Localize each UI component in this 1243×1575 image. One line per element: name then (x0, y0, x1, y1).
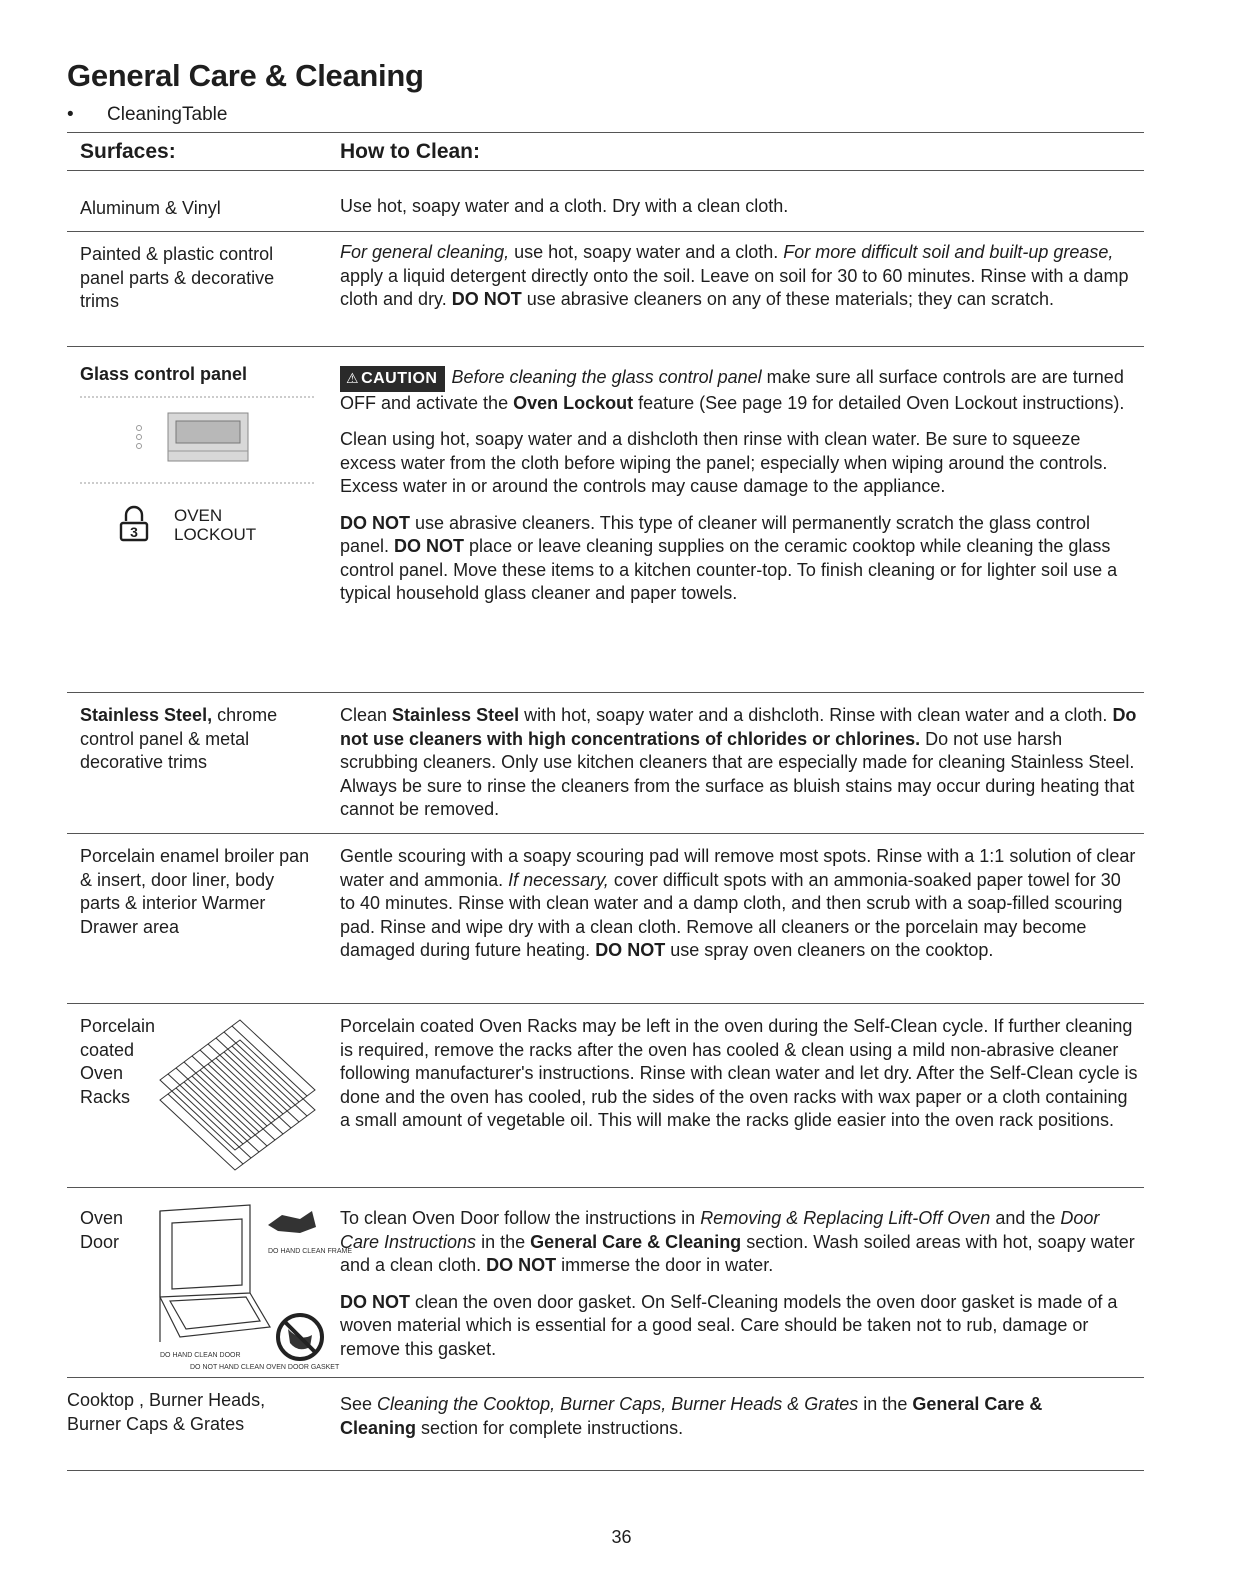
subtitle (67, 104, 227, 126)
table-top-rule (67, 132, 1144, 133)
text-run: cover difficult spots with an ammonia-soaked paper towel for 30 to 40 minutes. Rinse with clean water and a damp cloth, and then scrub with a soap-filled scouring pad. Rinse and wipe dry with a clean cloth. Remove all cleaners or the porcelain may become damaged during future heating. (340, 869, 1123, 960)
text-run: DO NOT (340, 1291, 410, 1312)
text-run: Use hot, soapy water and a cloth. Dry with a clean cloth. (340, 196, 789, 216)
text-run: in the (858, 1394, 913, 1414)
warning-icon: ⚠ (346, 370, 360, 386)
text-run: General Care & Cleaning (340, 1394, 1043, 1438)
desc-porcelain-enamel (340, 845, 1140, 976)
door-label-gasket: DO NOT HAND CLEAN OVEN DOOR GASKET (190, 1364, 340, 1371)
text-run: section for complete instructions. (416, 1417, 684, 1438)
desc-oven-door (340, 1207, 1140, 1374)
text-run: with hot, soapy water and a dishcloth. Rinse with clean water and a cloth. (519, 705, 1113, 725)
description-paragraph (340, 1207, 1140, 1278)
no-clean-gasket-icon (278, 1315, 322, 1359)
glass-control-panel-illustration (80, 395, 316, 487)
text-run: DO NOT (451, 289, 522, 309)
description-paragraph (340, 1393, 1060, 1440)
lockout-label-line: LOCKOUT (174, 525, 257, 544)
page-number: 36 (611, 1527, 632, 1547)
surface-porcelain-enamel: Porcelain enamel broiler pan & insert, door liner, body parts & interior Warmer Drawer area (80, 846, 310, 937)
surface-text-run: chrome control panel & metal decorative trims (80, 705, 278, 772)
text-run: Gentle scouring with a soapy scouring pad will remove most spots. Rinse with a 1:1 solution of clear water and ammonia. (340, 846, 1136, 890)
text-run: Removing & Replacing Lift-Off Oven (700, 1208, 991, 1228)
description-paragraph (340, 1291, 1140, 1362)
description-paragraph (340, 845, 1140, 963)
text-run: If necessary, (508, 869, 609, 890)
surface-line: Oven (80, 1063, 124, 1083)
desc-painted-plastic (340, 241, 1140, 325)
desc-oven-racks (340, 1015, 1140, 1146)
page-title: General Care & Cleaning (67, 58, 424, 93)
text-run: use hot, soapy water and a cloth. (509, 242, 784, 262)
desc-stainless-steel (340, 704, 1140, 835)
description-paragraph (340, 512, 1140, 606)
subtitle-text: CleaningTable (107, 104, 228, 125)
description-paragraph (340, 428, 1140, 499)
text-run: To clean Oven Door follow the instructions in (340, 1208, 701, 1228)
surface-cooktop: Cooktop , Burner Heads, Burner Caps & Grates (67, 1390, 266, 1434)
text-run: Cleaning the Cooktop, Burner Caps, Burner Heads & Grates (377, 1394, 859, 1414)
row-divider (67, 1003, 1144, 1004)
description-paragraph (340, 241, 1140, 312)
lockout-label-line: OVEN (174, 506, 223, 525)
text-run: use abrasive cleaners on any of these materials; they can scratch. (521, 289, 1055, 309)
surface-aluminum-vinyl: Aluminum & Vinyl (80, 198, 221, 218)
surface-line: Oven (80, 1208, 124, 1228)
text-run: Door Care Instructions (340, 1208, 1100, 1252)
row-divider (67, 231, 1144, 232)
text-run: Stainless Steel (392, 705, 520, 725)
desc-cooktop (340, 1393, 1060, 1453)
text-run: Porcelain coated Oven Racks may be left in the oven during the Self-Clean cycle. If further cleaning is required, remove the racks after the oven has cooled & clean using a mild non-abrasive cleaner following manufacturer's instructions. Rinse with clean water and let dry. After the Self-Clean cycle is done and the oven has cooled, rub the sides of the oven racks with wax paper or a cloth containing a small amount of vegetable oil. This will make the racks glide easier into the oven rack positions. (340, 1016, 1138, 1130)
oven-door-illustration (150, 1197, 353, 1377)
description-paragraph (340, 366, 1140, 415)
surface-line: Porcelain (80, 1016, 156, 1036)
text-run: use spray oven cleaners on the cooktop. (665, 940, 994, 960)
text-run: General Care & Cleaning (530, 1231, 742, 1252)
description-paragraph (340, 1015, 1140, 1133)
surface-line: Racks (80, 1086, 131, 1107)
text-run: use abrasive cleaners. This type of cleaner will permanently scratch the glass control panel. (340, 512, 1090, 556)
surface-line: coated (80, 1039, 135, 1060)
text-run: make sure all surface controls are are turned OFF and activate the (340, 367, 1124, 413)
door-label-frame: DO HAND CLEAN FRAME (268, 1248, 353, 1255)
surface-text-run: Stainless Steel, (80, 705, 213, 725)
lockout-icon (118, 505, 152, 543)
row-divider (67, 1377, 1144, 1378)
text-run: place or leave cleaning supplies on the ceramic cooktop while cleaning the glass control panel. Move these items to a kitchen counter-top. To finish cleaning or for lighter soil use a typical household glass cleaner and paper towels. (340, 536, 1118, 603)
desc-aluminum-vinyl (340, 195, 1140, 232)
row-divider (67, 1187, 1144, 1188)
description-paragraph (340, 195, 1140, 219)
text-run: Oven Lockout (513, 392, 634, 413)
text-run: Before cleaning the glass control panel (451, 367, 762, 387)
oven-lockout-label (174, 506, 256, 544)
text-run: immerse the door in water. (556, 1255, 774, 1275)
desc-glass-control-panel (340, 366, 1140, 619)
text-run: For more difficult soil and built-up grease, (783, 242, 1114, 262)
text-run: Do not use cleaners with high concentrations of chlorides or chlorines. (340, 705, 1137, 749)
text-run: in the (476, 1231, 531, 1252)
caution-badge (340, 366, 445, 392)
surface-glass-control-panel: Glass control panel (80, 364, 248, 384)
bullet: • (67, 104, 74, 125)
text-run: and the (990, 1208, 1061, 1228)
text-run: DO NOT (486, 1255, 557, 1275)
text-run: Do not use harsh scrubbing cleaners. Only use kitchen cleaners that are especially made for cleaning Stainless Steel. Always be sure to rinse the cleaners from the surface as bluish stains may occur during heating that cannot be removed. (340, 728, 1135, 819)
text-run: For general cleaning, (340, 242, 510, 262)
door-label-door: DO HAND CLEAN DOOR (160, 1352, 241, 1359)
caution-label: CAUTION (361, 370, 438, 387)
text-run: Clean (340, 705, 393, 725)
row-divider (67, 692, 1144, 693)
text-run: feature (See page 19 for detailed Oven Lockout instructions). (633, 392, 1125, 413)
surface-painted-plastic: Painted & plastic control panel parts & decorative trims (80, 244, 275, 311)
header-rule (67, 170, 1144, 171)
text-run: Clean using hot, soapy water and a dishcloth then rinse with clean water. Be sure to squeeze excess water from the cloth before wiping the panel; especially when wiping around the controls. Excess water in or around the controls may cause damage to the appliance. (340, 429, 1108, 496)
surface-line: Door (80, 1231, 120, 1252)
surface-oven-door (80, 1207, 123, 1254)
surface-stainless-steel (80, 704, 310, 775)
row-divider (67, 346, 1144, 347)
text-run: DO NOT (394, 536, 465, 556)
text-run: DO NOT (595, 940, 666, 960)
header-how-to-clean: How to Clean: (340, 140, 480, 163)
text-run: See (340, 1394, 378, 1414)
header-surfaces: Surfaces: (80, 140, 176, 163)
description-paragraph (340, 704, 1140, 822)
text-run: clean the oven door gasket. On Self-Cleaning models the oven door gasket is made of a woven material which is essential for a good seal. Care should be taken not to rub, damage or remove this gasket. (340, 1291, 1118, 1359)
text-run: section. Wash soiled areas with hot, soapy water and a clean cloth. (340, 1231, 1135, 1275)
lockout-digit: 3 (130, 524, 138, 540)
row-divider (67, 833, 1144, 834)
text-run: DO NOT (340, 512, 410, 533)
oven-racks-illustration (140, 1010, 320, 1182)
table-bottom-rule (67, 1470, 1144, 1471)
text-run: apply a liquid detergent directly onto the soil. Leave on soil for 30 to 60 minutes. Rinse with a damp cloth and dry. (340, 265, 1129, 309)
